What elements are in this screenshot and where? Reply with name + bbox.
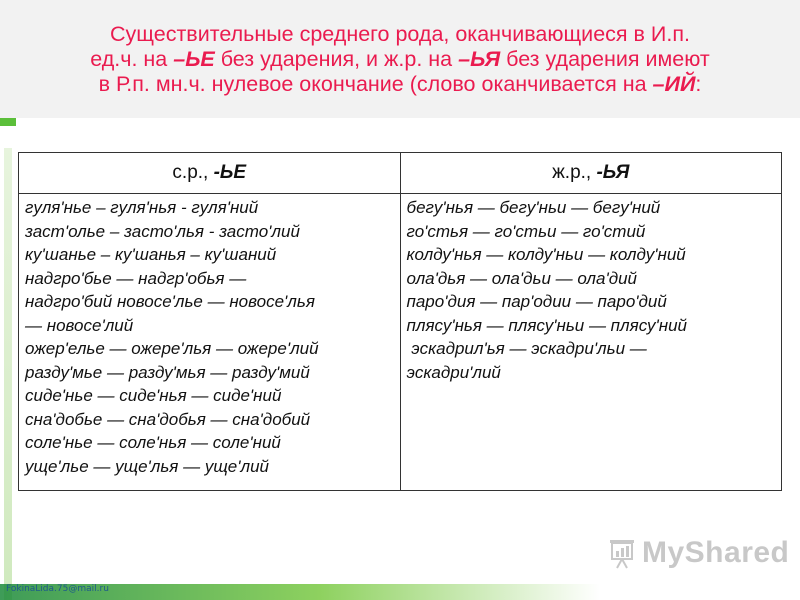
list-item: плясу'нья — плясу'ньи — плясу'ний [406, 315, 688, 335]
myshared-logo [608, 534, 790, 574]
list-item: заст'олье – засто'лья - засто'лий [25, 221, 300, 241]
header-neuter-suffix: -ЬЕ [213, 162, 247, 183]
cell-neuter-words [19, 194, 401, 491]
list-item: ола'дья — ола'дьи — ола'дий [406, 268, 638, 288]
list-item: надгро'бье — надгр'обья — [25, 268, 247, 288]
list-item: эскадри'лий [406, 362, 501, 382]
list-item: бегу'нья — бегу'ньи — бегу'ний [406, 198, 661, 217]
list-item: — новосе'лий [25, 315, 134, 335]
title-line-1 [20, 22, 780, 47]
header-feminine [400, 153, 782, 194]
list-item: эскадрил'ья — эскадри'льи — [406, 339, 647, 358]
left-decoration [0, 118, 16, 600]
title-line-3 [20, 72, 780, 97]
cell-feminine-words [400, 194, 782, 491]
list-item: колду'нья — колду'ньи — колду'ний [406, 245, 686, 264]
footer-strip [0, 584, 800, 600]
header-feminine-prefix: ж.р., [552, 162, 597, 183]
logo-text: MyShared [642, 536, 790, 569]
title-line-1-text: Существительные среднего рода, оканчивающиеся в И.п. [110, 22, 690, 46]
list-item: ожер'елье — ожере'лья — ожере'лий [25, 339, 319, 358]
title-line-2-part-c: без ударения, и ж.р. на [214, 47, 459, 71]
header-feminine-suffix: -ЬЯ [596, 162, 630, 183]
list-item: сиде'нье — сиде'нья — сиде'ний [25, 386, 282, 405]
footer-email: FokinaLida.75@mail.ru [6, 584, 109, 594]
table-row [19, 194, 782, 491]
slide-title [20, 22, 780, 97]
list-item: разду'мье — разду'мья — разду'мий [25, 362, 310, 382]
title-line-2-part-e: без ударения имеют [500, 47, 710, 71]
list-item: го'стья — го'стьи — го'стий [406, 221, 646, 241]
list-item: ку'шанье – ку'шанья – ку'шаний [25, 245, 277, 264]
title-ending-ye: –ЬЕ [173, 47, 215, 71]
word-table [18, 152, 782, 491]
title-line-3-part-a: в Р.п. мн.ч. нулевое окончание (слово оканчивается на [98, 72, 653, 96]
list-item: паро'дия — пар'одии — паро'дий [406, 292, 667, 311]
presentation-chart-icon [608, 538, 636, 570]
list-item: соле'нье — соле'нья — соле'ний [25, 433, 281, 452]
title-line-2 [20, 47, 780, 72]
header-neuter-prefix: с.р., [172, 162, 214, 183]
list-item: сна'добье — сна'добья — сна'добий [25, 409, 311, 429]
left-accent-stripe [4, 148, 12, 600]
table-header-row [19, 153, 782, 194]
title-ending-iy: –ИЙ [652, 72, 696, 96]
list-item: гуля'нье – гуля'нья - гуля'ний [25, 198, 259, 217]
list-item: уще'лье — уще'лья — уще'лий [25, 456, 269, 476]
title-ending-ya: –ЬЯ [458, 47, 501, 71]
title-line-3-colon: : [695, 72, 702, 96]
title-line-2-part-a: ед.ч. на [90, 47, 174, 71]
list-item: надгро'бий новосе'лье — новосе'лья [25, 292, 315, 311]
header-neuter [19, 153, 401, 194]
left-accent-block [0, 118, 16, 126]
